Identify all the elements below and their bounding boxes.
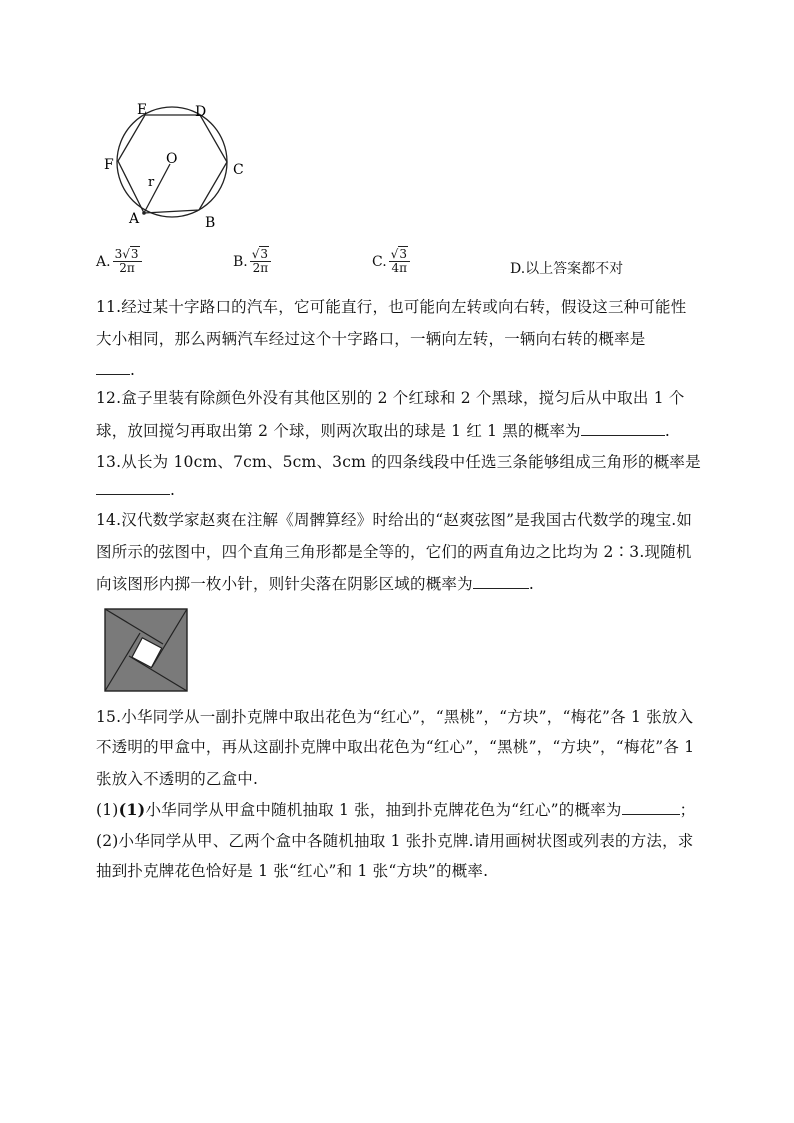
- point-a-dot: [142, 211, 146, 215]
- q11-line3: [96, 360, 135, 380]
- q15-part2-line1: (2)小华同学从甲、乙两个盒中各随机抽取 1 张扑克牌.请用画树状图或列表的方法，求: [96, 832, 694, 850]
- option-a-radicand: 3: [130, 247, 139, 261]
- q12-line2: [96, 421, 670, 441]
- q12-line1: 12.盒子里装有除颜色外没有其他区别的 2 个红球和 2 个黑球，搅匀后从中取出 1 个: [96, 389, 685, 407]
- q11-answer-blank[interactable]: [96, 360, 130, 375]
- q15-part1-badge: (1): [118, 800, 146, 819]
- q13-answer-blank[interactable]: [96, 480, 170, 495]
- q12-end: .: [664, 422, 670, 440]
- label-c: C: [233, 162, 244, 178]
- option-a-denominator: 2π: [119, 261, 135, 275]
- option-a-label: A.: [96, 253, 111, 270]
- option-d-label: D.以上答案都不对: [510, 261, 624, 277]
- q14-answer-blank[interactable]: [473, 574, 529, 589]
- option-b-radicand: 3: [260, 247, 269, 261]
- q12-line2-text: 球，放回搅匀再取出第 2 个球，则两次取出的球是 1 红 1 黑的概率为: [96, 422, 581, 440]
- label-b: B: [205, 215, 216, 231]
- q15-line3: 张放入不透明的乙盒中.: [96, 770, 259, 788]
- option-b-label: B.: [233, 253, 248, 270]
- q15-line2: 不透明的甲盒中，再从这副扑克牌中取出花色为“红心”，“黑桃”，“方块”，“梅花”各 1: [96, 738, 695, 756]
- q12-answer-blank[interactable]: [581, 421, 665, 436]
- q15-part2-line2: 抽到扑克牌花色恰好是 1 张“红心”和 1 张“方块”的概率.: [96, 862, 489, 880]
- q11-line2: 大小相同，那么两辆汽车经过这个十字路口，一辆向左转，一辆向右转的概率是: [96, 330, 646, 348]
- q11-line1: 11.经过某十字路口的汽车，它可能直行，也可能向左转或向右转，假设这三种可能性: [96, 298, 687, 316]
- q15-part1-end: ；: [679, 801, 696, 819]
- q14-line3: [96, 574, 534, 594]
- option-b-fraction: $\frac{√3}{2\pi}$: [250, 248, 271, 275]
- label-o: O: [166, 151, 178, 167]
- q14-line3-text: 向该图形内掷一枚小针，则针尖落在阴影区域的概率为: [96, 575, 473, 593]
- q15-part1-prefix: (1): [96, 801, 119, 819]
- q15-line1: 15.小华同学从一副扑克牌中取出花色为“红心”，“黑桃”，“方块”，“梅花”各 1 张放入: [96, 708, 694, 726]
- option-c-fraction: $\frac{√3}{4\pi}$: [389, 248, 410, 275]
- label-r: r: [148, 175, 155, 190]
- q11-end: .: [130, 361, 136, 379]
- option-b-denominator: 2π: [252, 261, 269, 275]
- q14-line2: 图所示的弦图中，四个直角三角形都是全等的，它们的两直角边之比均为 2∶3.现随机: [96, 543, 692, 561]
- option-a-fraction: $\frac{3√3}{2\pi}$: [113, 248, 142, 275]
- q14-line1: 14.汉代数学家赵爽在注解《周髀算经》时给出的“赵爽弦图”是我国古代数学的瑰宝.如: [96, 511, 693, 529]
- option-c-denominator: 4π: [391, 261, 408, 275]
- label-f: F: [104, 157, 114, 173]
- option-c-radicand: 3: [399, 247, 407, 261]
- q15-part1: [96, 800, 695, 820]
- q15-part1-answer-blank[interactable]: [622, 800, 680, 815]
- q14-end: .: [528, 575, 534, 593]
- option-c-label: C.: [372, 253, 387, 270]
- q13-end: .: [170, 481, 176, 499]
- option-a: [96, 248, 142, 275]
- option-a-coef: 3: [114, 247, 123, 261]
- option-c: [372, 248, 410, 275]
- q13-line1: 13.从长为 10cm、7cm、5cm、3cm 的四条线段中任选三条能够组成三角形的概率是: [96, 453, 701, 471]
- q15-part1-text: 小华同学从甲盒中随机抽取 1 张，抽到扑克牌花色为“红心”的概率为: [145, 801, 622, 819]
- label-e: E: [137, 102, 148, 118]
- label-d: D: [195, 104, 207, 120]
- q13-line2: [96, 480, 175, 500]
- option-b: [233, 248, 271, 275]
- label-a: A: [129, 211, 140, 227]
- zhao-shuang-string-diagram: [104, 608, 188, 692]
- option-d: [510, 258, 623, 278]
- hexagon-circle-figure: [100, 95, 260, 235]
